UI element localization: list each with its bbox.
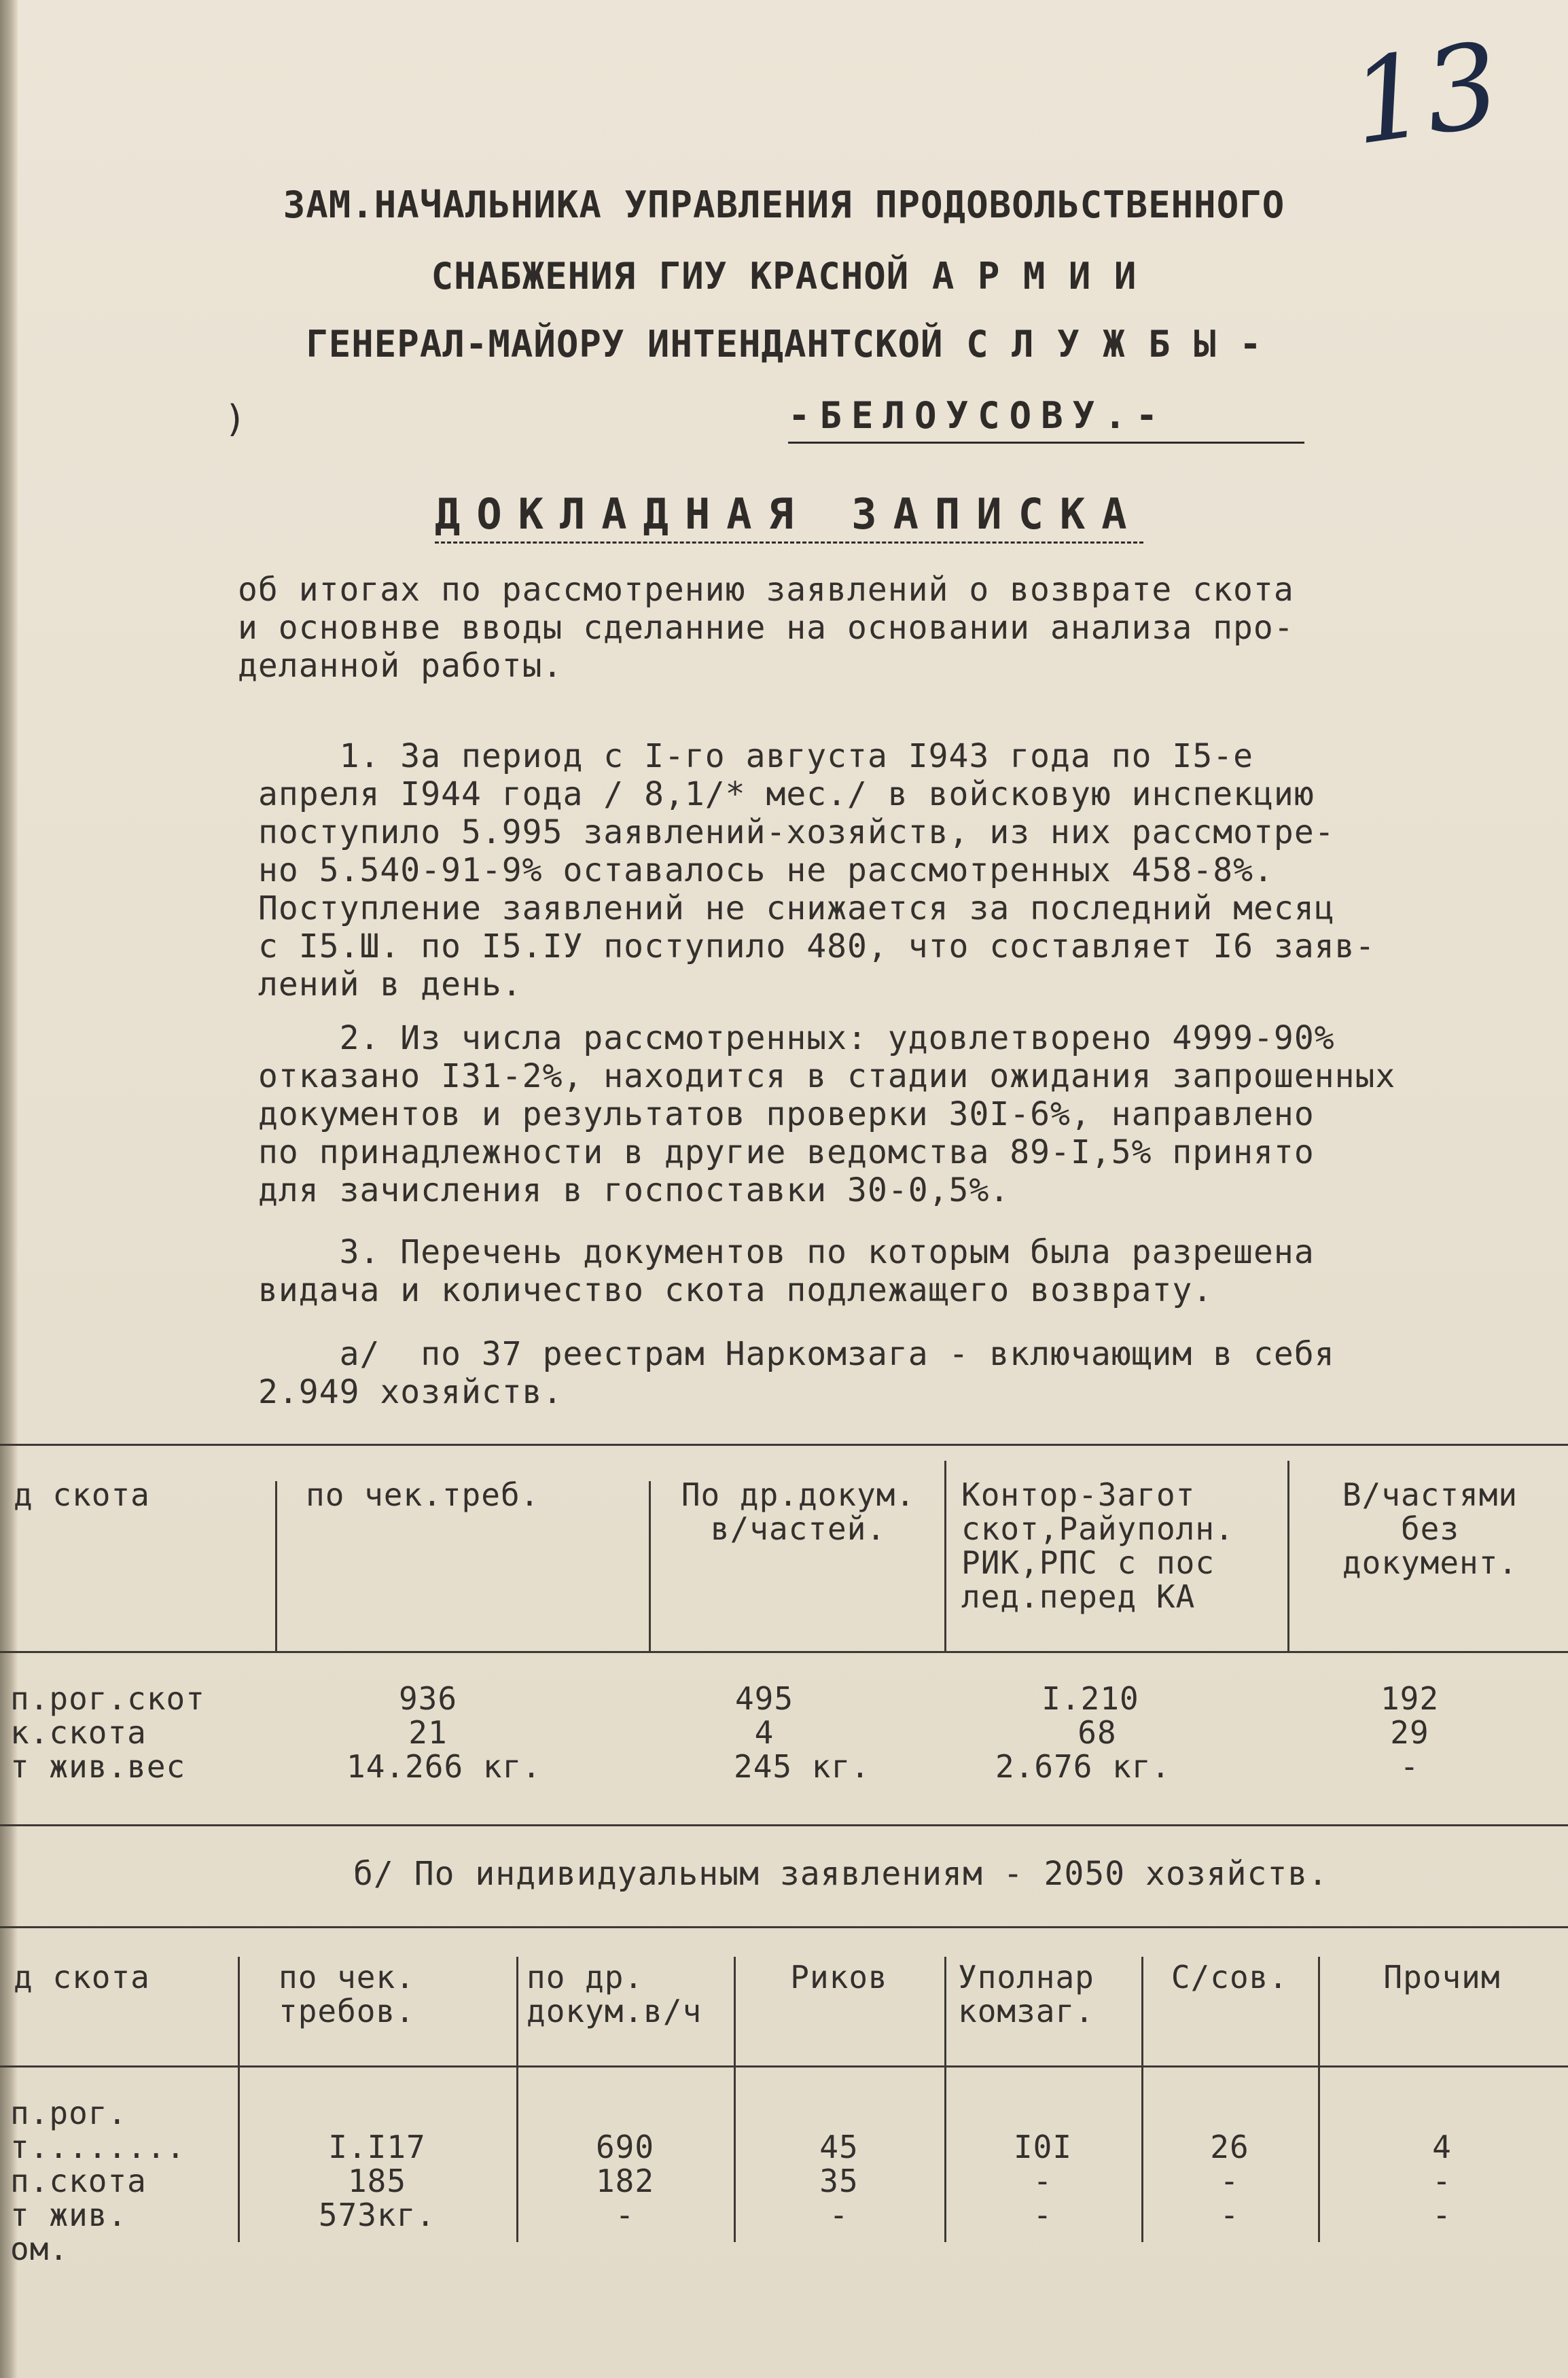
table-b-header: Уполнар комзаг.: [958, 1959, 1094, 2029]
table-a-row-label: т жив.вес: [10, 1748, 186, 1785]
table-b-cell: -: [1219, 2163, 1240, 2199]
table-b-header: по чек. требов.: [279, 1959, 415, 2029]
table-a-cell: -: [1400, 1748, 1420, 1785]
document-title: ДОКЛАДНАЯ ЗАПИСКА: [435, 489, 1143, 544]
table-b-cell: 26: [1210, 2129, 1249, 2165]
table-b-cell: 690: [595, 2129, 655, 2165]
table-a-header: д скота: [14, 1476, 150, 1513]
table-b-cell: -: [1219, 2197, 1240, 2233]
table-a-cell: 192: [1380, 1680, 1440, 1717]
table-b-cell: I0I: [1013, 2129, 1073, 2165]
table-b-divider: [944, 1957, 946, 2242]
table-a-cell: 29: [1390, 1714, 1429, 1751]
table-b-divider: [516, 1957, 518, 2242]
table-b-header: Риков: [790, 1959, 888, 1995]
table-a-cell: 68: [1077, 1714, 1117, 1751]
archive-page-number: 13: [1343, 17, 1508, 172]
paragraph-2: 2. Из числа рассмотренных: удовлетворено 4999-90% отказано I31-2%, находится в стадии ожидания запрошенных документов и результатов проверки 30I-6%, направлено по принадлежности в другие ведомства 89-I,5% принято для зачисления в госпоставки 30-0,5%.: [258, 1019, 1396, 1209]
table-b-cell: 35: [819, 2163, 859, 2199]
table-b-top-rule: [0, 1926, 1568, 1928]
table-a-row-label: к.скота: [10, 1714, 147, 1751]
table-a-header: По др.докум. в/частей.: [681, 1476, 916, 1547]
table-b-cell: 45: [819, 2129, 859, 2165]
addressee-line-3: ГЕНЕРАЛ-МАЙОРУ ИНТЕНДАНТСКОЙ С Л У Ж Б Ы -: [306, 323, 1262, 366]
table-b-header: по др. докум.в/ч: [527, 1959, 702, 2029]
table-b-row-label: п.рог. т........: [10, 2095, 186, 2165]
table-b-cell: -: [1432, 2163, 1452, 2199]
table-b-cell: 182: [595, 2163, 655, 2199]
addressee-line-1: ЗАМ.НАЧАЛЬНИКА УПРАВЛЕНИЯ ПРОДОВОЛЬСТВЕННОГО: [283, 183, 1285, 226]
addressee-line-4: -БЕЛОУСОВУ.-: [788, 394, 1168, 437]
paragraph-1: 1. За период с I-го августа I943 года по I5-е апреля I944 года / 8,1/* мес./ в войсковую инспекцию поступило 5.995 заявлений-хозяйств, из них рассмотре- но 5.540-91-9% оставалось не рассмотренных 458-8%. Поступление заявлений не снижается за последний месяц с I5.Ш. по I5.IУ поступило 480, что составляет I6 заяв- лений в день.: [258, 737, 1376, 1004]
table-a-cell: 4: [754, 1714, 774, 1751]
table-b-cell: -: [1432, 2197, 1452, 2233]
table-b-header-rule: [0, 2065, 1568, 2068]
table-b-cell: 4: [1432, 2129, 1452, 2165]
table-a-header: по чек.треб.: [306, 1476, 540, 1513]
table-a-header-rule: [0, 1651, 1568, 1653]
table-b-divider: [734, 1957, 736, 2242]
table-b-header: С/сов.: [1171, 1959, 1289, 1995]
margin-bracket: ): [224, 397, 247, 440]
table-b-divider: [238, 1957, 240, 2242]
addressee-underline: [788, 442, 1304, 444]
table-a-divider: [275, 1481, 277, 1651]
table-b-cell: -: [829, 2197, 849, 2233]
table-a-divider: [944, 1461, 946, 1651]
table-b-divider: [1318, 1957, 1320, 2242]
table-a-cell: 21: [408, 1714, 448, 1751]
table-a-divider: [1287, 1461, 1289, 1651]
table-a-bottom-rule: [0, 1824, 1568, 1826]
table-a-cell: 936: [398, 1680, 458, 1717]
table-b-row-label: п.скота: [10, 2163, 147, 2199]
paragraph-3: 3. Перечень документов по которым была разрешена видача и количество скота подлежащего возврату.: [258, 1233, 1315, 1309]
table-b-cell: 185: [347, 2163, 407, 2199]
paragraph-3b: б/ По индивидуальным заявлениям - 2050 хозяйств.: [353, 1855, 1329, 1893]
table-a-cell: 245 кг.: [734, 1748, 870, 1785]
paragraph-3a: а/ по 37 реестрам Наркомзага - включающим в себя 2.949 хозяйств.: [258, 1335, 1335, 1411]
intro-paragraph: об итогах по рассмотрению заявлений о возврате скота и основнве вводы сделанние на основании анализа про- деланной работы.: [238, 571, 1294, 685]
table-b-row-label: т жив. ом.: [10, 2197, 128, 2267]
table-a-header: Контор-Загот скот,Райуполн. РИК,РПС с пос лед.перед КА: [961, 1476, 1234, 1615]
table-b-divider: [1141, 1957, 1143, 2242]
table-a-row-label: п.рог.скот: [10, 1680, 205, 1717]
table-a-divider: [649, 1481, 651, 1651]
table-a-top-rule: [0, 1444, 1568, 1446]
table-b-cell: -: [615, 2197, 635, 2233]
addressee-line-2: СНАБЖЕНИЯ ГИУ КРАСНОЙ А Р М И И: [431, 255, 1137, 298]
table-b-cell: I.I17: [328, 2129, 426, 2165]
table-a-cell: 14.266 кг.: [346, 1748, 541, 1785]
table-b-cell: -: [1033, 2163, 1053, 2199]
table-a-cell: 2.676 кг.: [995, 1748, 1171, 1785]
table-b-header: д скота: [14, 1959, 150, 1995]
table-b-header: Прочим: [1383, 1959, 1501, 1995]
table-a-cell: I.210: [1041, 1680, 1139, 1717]
table-b-cell: -: [1033, 2197, 1053, 2233]
table-a-header: В/частями без документ.: [1342, 1476, 1518, 1581]
table-b-cell: 573кг.: [318, 2197, 436, 2233]
table-a-cell: 495: [734, 1680, 794, 1717]
